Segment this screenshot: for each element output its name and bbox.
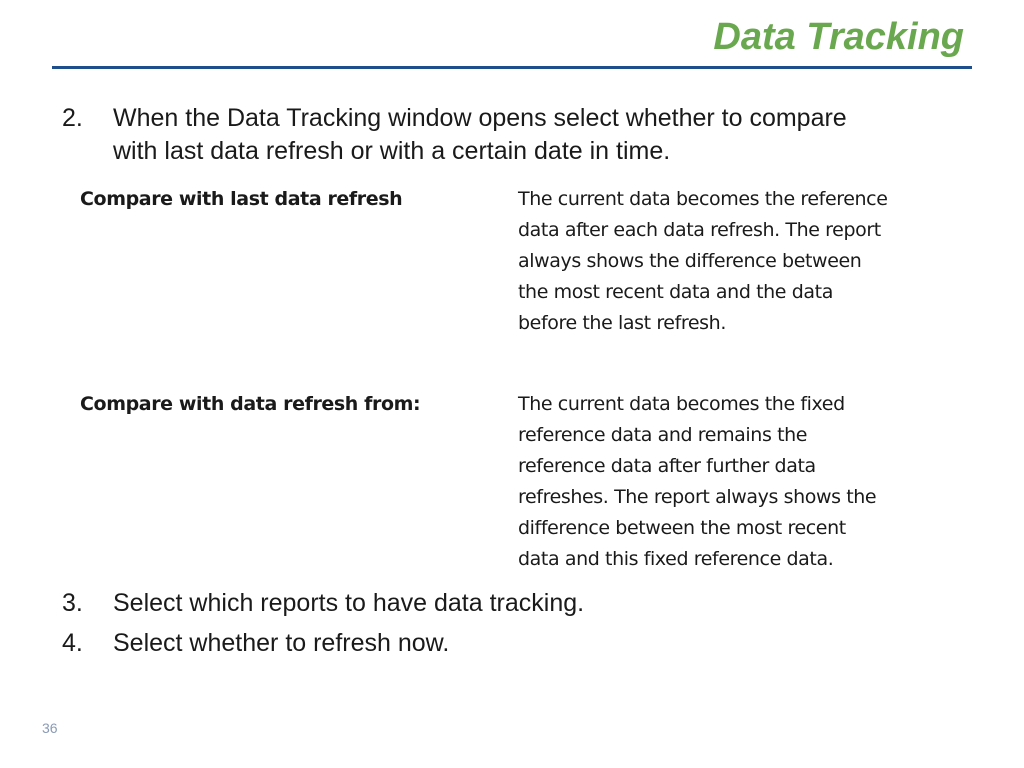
option-compare-last-refresh (80, 184, 960, 344)
description-line: reference data after further data (518, 455, 816, 477)
option-description (518, 184, 948, 339)
step-text-line: When the Data Tracking window opens select whether to compare (113, 104, 847, 132)
description-line: data after each data refresh. The report (518, 219, 881, 241)
step-number: 4. (62, 629, 83, 657)
step-text: Select whether to refresh now. (113, 629, 450, 657)
description-line: the most recent data and the data (518, 281, 833, 303)
description-line: refreshes. The report always shows the (518, 486, 877, 508)
option-label: Compare with last data refresh (80, 188, 403, 210)
step-4 (62, 627, 962, 660)
description-line: The current data becomes the fixed (518, 393, 845, 415)
option-label: Compare with data refresh from: (80, 393, 421, 415)
page-number: 36 (42, 720, 58, 736)
option-description (518, 389, 948, 575)
step-text (113, 102, 847, 168)
step-number: 2. (62, 104, 83, 132)
description-line: data and this fixed reference data. (518, 548, 834, 570)
step-text-line: with last data refresh or with a certain date in time. (113, 137, 671, 165)
description-line: always shows the difference between (518, 250, 862, 272)
option-compare-refresh-from (80, 389, 960, 579)
step-text: Select which reports to have data tracking. (113, 589, 585, 617)
step-number: 3. (62, 589, 83, 617)
step-3 (62, 587, 962, 620)
title-divider (52, 66, 972, 69)
step-2 (62, 102, 962, 172)
description-line: reference data and remains the (518, 424, 808, 446)
description-line: difference between the most recent (518, 517, 846, 539)
description-line: The current data becomes the reference (518, 188, 888, 210)
description-line: before the last refresh. (518, 312, 726, 334)
slide-title: Data Tracking (713, 16, 964, 58)
